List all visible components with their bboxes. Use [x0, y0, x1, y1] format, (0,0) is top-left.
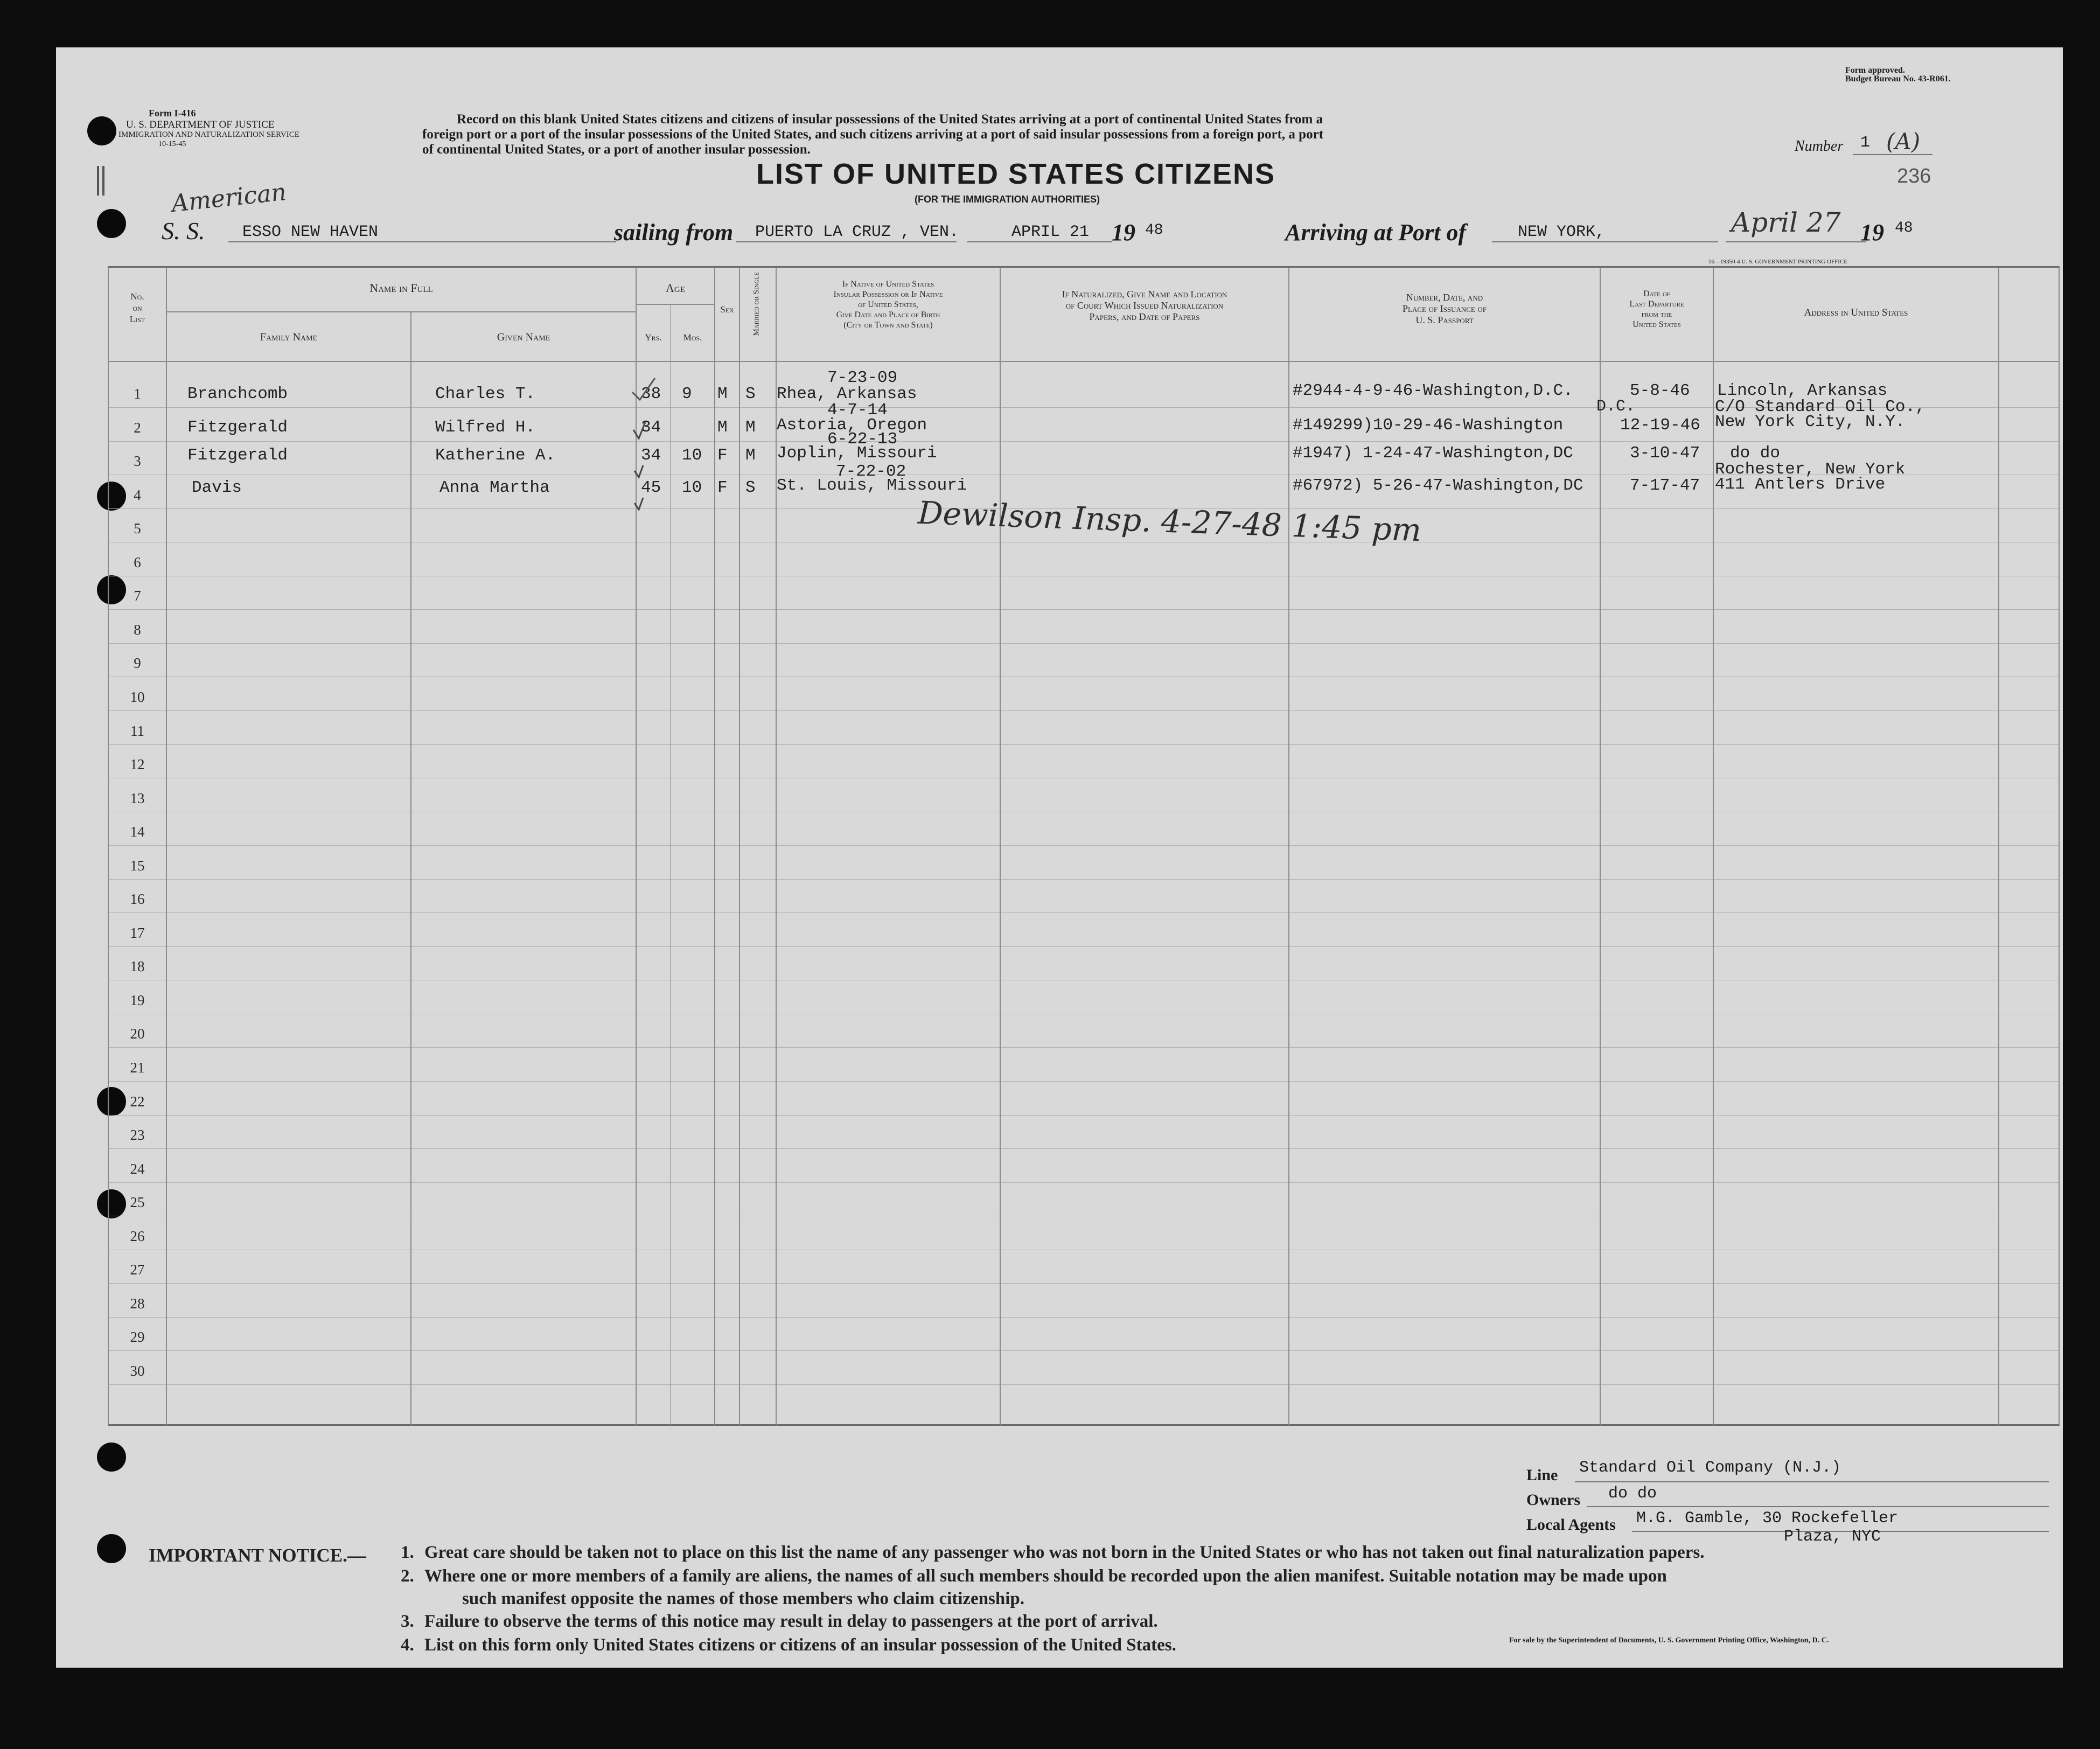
row-rule [108, 946, 2060, 947]
punch-hole [97, 1534, 126, 1563]
agents-value-2: Plaza, NYC [1784, 1528, 1881, 1546]
marital-status: S [745, 385, 756, 403]
given-name: Charles T. [435, 385, 536, 403]
arrival-year-prefix: 19 [1860, 219, 1884, 246]
notice-text-4: List on this form only United States citizens or citizens of an insular possession of the United States. [424, 1635, 1176, 1655]
notice-title: IMPORTANT NOTICE.— [149, 1545, 366, 1566]
sailing-label: sailing from [614, 219, 734, 246]
page-title: LIST OF UNITED STATES CITIZENS [756, 158, 1275, 190]
row-number: 23 [130, 1127, 145, 1144]
row-rule [108, 1283, 2060, 1284]
sailing-date: APRIL 21 [1011, 223, 1090, 241]
age-months: 10 [682, 446, 702, 465]
row-rule [108, 1384, 2060, 1385]
table-bottom-border [108, 1424, 2060, 1426]
header-yrs: Yrs. [645, 332, 662, 343]
line-underline [1575, 1481, 2049, 1482]
header-given-name: Given Name [497, 331, 550, 343]
address-line-1: C/O Standard Oil Co., [1715, 398, 1925, 416]
passport-continued: D.C. [1596, 398, 1636, 416]
sex: F [717, 446, 728, 465]
age-split-line [636, 304, 714, 305]
row-number: 25 [130, 1194, 145, 1211]
given-name: Anna Martha [439, 478, 550, 497]
given-name: Wilfred H. [435, 418, 536, 437]
row-number: 3 [134, 453, 141, 470]
birth-date: 6-22-13 [827, 430, 898, 449]
row-number: 8 [134, 621, 141, 638]
budget-bureau: Budget Bureau No. 43-R061. [1845, 74, 1951, 83]
agents-value: M.G. Gamble, 30 Rockefeller [1636, 1509, 1899, 1528]
row-number: 1 [134, 386, 141, 402]
service: IMMIGRATION AND NATURALIZATION SERVICE [118, 130, 299, 139]
row-rule [108, 1350, 2060, 1351]
row-number: 21 [130, 1060, 145, 1076]
col-line [410, 311, 411, 1425]
table-top-border [108, 266, 2060, 268]
date-underline [967, 241, 1112, 242]
row-number: 11 [130, 722, 144, 739]
row-rule [108, 441, 2060, 442]
address: 411 Antlers Drive [1715, 475, 1886, 494]
owners-value: do do [1608, 1485, 1657, 1503]
agents-label: Local Agents [1526, 1516, 1616, 1534]
form-number: Form I-416 [149, 108, 196, 119]
col-line [2059, 268, 2060, 1425]
address: do do [1730, 444, 1781, 463]
family-name: Davis [192, 478, 242, 497]
row-rule [108, 1115, 2060, 1116]
row-rule [108, 1317, 2060, 1318]
intro-line-2: foreign port or a port of the insular possessions of the United States, and such citizens arriving at a port of said insular possessions from a foreign port, a port [422, 127, 1323, 142]
row-number: 18 [130, 958, 145, 975]
header-naturalized: If Naturalized, Give Name and Location of Court Which Issued Naturalization Papers, and Date of Papers [1062, 289, 1227, 322]
age-months: 9 [682, 385, 692, 403]
header-address: Address in United States [1804, 307, 1908, 318]
header-departure: Date of Last Departure from the United States [1629, 289, 1684, 329]
row-number: 15 [130, 857, 145, 874]
page-subtitle: (FOR THE IMMIGRATION AUTHORITIES) [915, 194, 1100, 205]
age-months: 10 [682, 478, 702, 497]
row-rule [108, 1047, 2060, 1048]
notice-text-3: Failure to observe the terms of this notice may result in delay to passengers at the port of arrival. [424, 1612, 1158, 1631]
marital-status: M [745, 446, 756, 465]
notice-num-1: 1. [401, 1543, 414, 1562]
line-label: Line [1526, 1466, 1558, 1484]
passport: #1947) 1-24-47-Washington,DC [1293, 444, 1573, 463]
birth-date: 4-7-14 [827, 401, 888, 420]
row-number: 26 [130, 1228, 145, 1244]
col-line [776, 268, 777, 1425]
header-sex: Sex [720, 304, 734, 315]
sale-note: For sale by the Superintendent of Documents, U. S. Government Printing Office, Washington, D. C. [1509, 1636, 1829, 1645]
age-years: 34 [641, 418, 661, 437]
from-port: PUERTO LA CRUZ , VEN. [755, 223, 959, 241]
row-number: 7 [134, 588, 141, 604]
sailing-year: 48 [1145, 222, 1163, 239]
row-number: 19 [130, 992, 145, 1008]
notice-text-2: Where one or more members of a family are aliens, the names of all such members should be recorded upon the alien manifest. Suitable notation may be made upon [424, 1566, 1667, 1586]
row-number: 10 [130, 688, 145, 705]
printer-note: 16—19350-4 U. S. GOVERNMENT PRINTING OFFICE [1708, 259, 1848, 265]
header-name-in-full: Name in Full [369, 281, 433, 295]
port-underline [1492, 241, 1718, 242]
row-rule [108, 1182, 2060, 1183]
col-line [1713, 268, 1714, 1425]
punch-hole [97, 209, 126, 238]
row-number: 27 [130, 1262, 145, 1278]
header-mos: Mos. [683, 332, 702, 343]
row-rule [108, 744, 2060, 745]
birth-place: Joplin, Missouri [777, 444, 937, 463]
ship-name: ESSO NEW HAVEN [242, 223, 379, 241]
row-number: 5 [134, 520, 141, 537]
row-number: 6 [134, 554, 141, 570]
row-rule [108, 879, 2060, 880]
sex: M [717, 385, 728, 403]
departure-date: 12-19-46 [1620, 416, 1700, 435]
header-married: Married or Single [752, 272, 761, 336]
row-rule [108, 710, 2060, 711]
row-number: 20 [130, 1026, 145, 1042]
passport: #67972) 5-26-47-Washington,DC [1293, 476, 1583, 495]
header-bottom-border [108, 361, 2060, 362]
age-years: 34 [641, 446, 661, 465]
departure-date: 7-17-47 [1630, 476, 1700, 495]
row-number: 17 [130, 924, 145, 941]
check-marks [627, 371, 675, 511]
row-number: 28 [130, 1295, 145, 1312]
notice-text-2b: such manifest opposite the names of those members who claim citizenship. [462, 1589, 1025, 1608]
row-number: 16 [130, 891, 145, 908]
marital-status: S [745, 478, 756, 497]
inspector-note: Dewilson Insp. 4-27-48 1:45 pm [917, 494, 1422, 549]
arriving-label: Arriving at Port of [1285, 219, 1467, 246]
given-name: Katherine A. [435, 446, 556, 465]
row-number: 9 [134, 655, 141, 672]
intro-line-3: of continental United States, or a port of another insular possession. [422, 142, 811, 157]
row-rule [108, 643, 2060, 644]
pen-mark [97, 166, 99, 196]
row-number: 30 [130, 1362, 145, 1379]
header-passport-text: Number, Date, and Place of Issuance of U. S. Passport [1403, 292, 1487, 325]
birth-place: Astoria, Oregon [777, 416, 927, 435]
col-line [1600, 268, 1601, 1425]
col-line [739, 268, 740, 1425]
row-rule [108, 609, 2060, 610]
number-value: 1 [1860, 134, 1871, 152]
manifest-sheet [56, 47, 2063, 1668]
address-line-1: Rochester, New York [1715, 460, 1906, 479]
birth-place: Rhea, Arkansas [777, 385, 917, 403]
col-line [1998, 268, 1999, 1425]
owners-label: Owners [1526, 1491, 1580, 1509]
line-value: Standard Oil Company (N.J.) [1579, 1459, 1841, 1477]
family-name: Fitzgerald [187, 418, 288, 437]
header-native: If Native of United States Insular Possession or If Native of United States, Give Date and Place of Birth (City or Town and State) [833, 280, 943, 330]
number-hand: (A) [1886, 128, 1921, 155]
ship-hand: American [170, 178, 288, 218]
year-prefix: 19 [1112, 219, 1135, 246]
ship-underline [228, 241, 616, 242]
punch-hole [97, 1443, 126, 1472]
arrival-year: 48 [1895, 220, 1913, 236]
ss-label: S. S. [162, 217, 205, 245]
arrival-date-underline [1726, 241, 1866, 242]
marital-status: M [745, 418, 756, 437]
page-stamp: 236 [1897, 165, 1931, 187]
family-name: Fitzgerald [187, 446, 288, 465]
pen-mark [102, 166, 104, 196]
header-no: No. on List [129, 291, 145, 324]
department: U. S. DEPARTMENT OF JUSTICE [126, 119, 275, 130]
row-number: 22 [130, 1093, 145, 1110]
col-line [1000, 268, 1001, 1425]
from-underline [736, 241, 957, 242]
row-rule [108, 1148, 2060, 1149]
birth-date: 7-22-02 [836, 462, 906, 481]
row-rule [108, 845, 2060, 846]
punch-hole [87, 116, 116, 145]
col-line [714, 268, 715, 1425]
birth-date: 7-23-09 [827, 368, 898, 387]
arrival-port: NEW YORK, [1518, 223, 1606, 241]
sex: M [717, 418, 728, 437]
owners-underline [1587, 1506, 2049, 1507]
row-number: 2 [134, 419, 141, 436]
intro-line-1: Record on this blank United States citizens and citizens of insular possessions of the United States arriving at a port of continental United States from a [457, 112, 1323, 127]
age-years: 45 [641, 478, 661, 497]
row-rule [108, 912, 2060, 913]
notice-text-1: Great care should be taken not to place on this list the name of any passenger who was not born in the United States or who has not taken out final naturalization papers. [424, 1543, 1705, 1562]
row-number: 14 [130, 824, 145, 840]
col-line [166, 268, 167, 1425]
form-date: 10-15-45 [158, 140, 186, 148]
birth-place: St. Louis, Missouri [777, 476, 967, 495]
row-rule [108, 1081, 2060, 1082]
col-line [108, 268, 109, 1425]
row-number: 29 [130, 1329, 145, 1346]
address: New York City, N.Y. [1715, 413, 1906, 431]
age-years: 38 [641, 385, 661, 403]
notice-num-4: 4. [401, 1635, 414, 1655]
row-number: 24 [130, 1160, 145, 1177]
notice-num-3: 3. [401, 1612, 414, 1631]
col-line [1288, 268, 1289, 1425]
row-number: 12 [130, 756, 145, 773]
notice-num-2: 2. [401, 1566, 414, 1586]
departure-date: 5-8-46 [1630, 381, 1690, 400]
header-age: Age [666, 281, 685, 295]
family-name: Branchcomb [187, 385, 288, 403]
header-family-name: Family Name [260, 331, 318, 343]
departure-date: 3-10-47 [1630, 444, 1700, 463]
arrival-date-hand: April 27 [1731, 207, 1841, 238]
address: Lincoln, Arkansas [1717, 381, 1888, 400]
sex: F [717, 478, 728, 497]
form-approved: Form approved. [1845, 66, 1905, 75]
name-split-line [167, 311, 636, 312]
passport: #2944-4-9-46-Washington,D.C. [1293, 381, 1573, 400]
row-number: 13 [130, 790, 145, 806]
passport: #149299)10-29-46-Washington [1293, 416, 1564, 435]
number-label: Number [1795, 138, 1844, 155]
row-number: 4 [134, 486, 141, 503]
